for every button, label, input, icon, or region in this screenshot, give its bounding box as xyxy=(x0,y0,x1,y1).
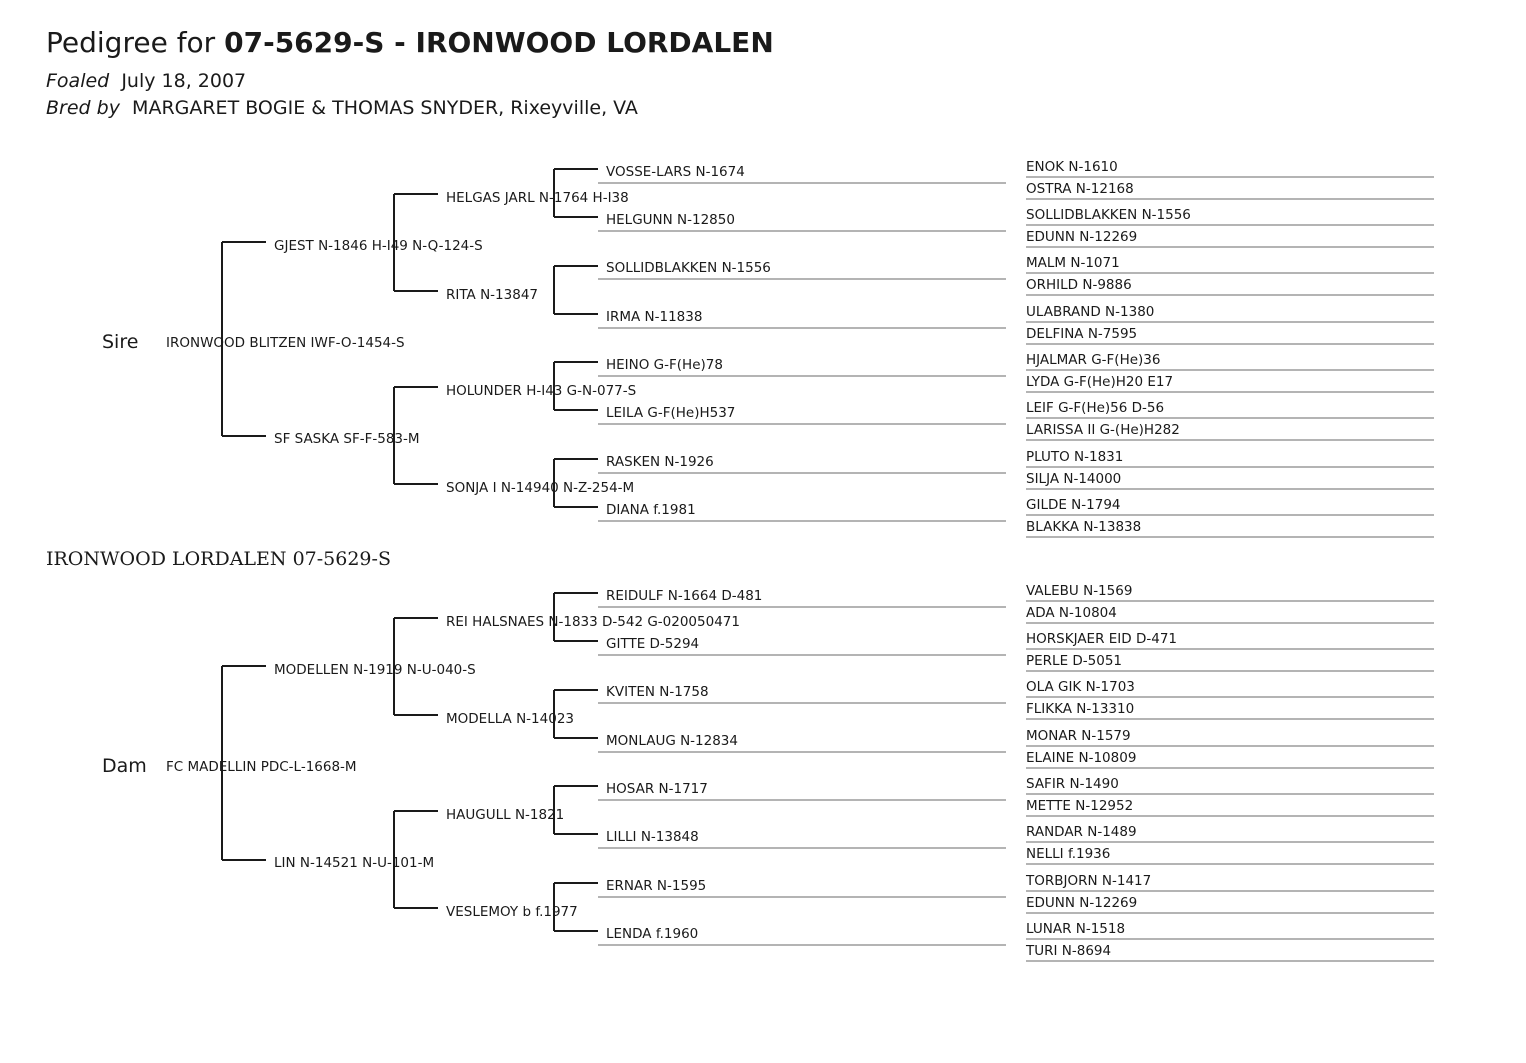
dam-gen5-2: HORSKJAER EID D-471 xyxy=(1026,631,1177,647)
sire-gen5-14: GILDE N-1794 xyxy=(1026,497,1121,513)
sire-gen4-3: IRMA N-11838 xyxy=(606,309,703,325)
sire-gen5-12: PLUTO N-1831 xyxy=(1026,449,1124,465)
dam-gen4-6: ERNAR N-1595 xyxy=(606,878,707,894)
sire-gen5-8: HJALMAR G-F(He)36 xyxy=(1026,352,1161,368)
sire-gen5-5: ORHILD N-9886 xyxy=(1026,277,1132,293)
dam-gen4-7: LENDA f.1960 xyxy=(606,926,699,942)
sire-gen3-3: SONJA I N-14940 N-Z-254-M xyxy=(446,480,635,496)
dam-gen5-4: OLA GIK N-1703 xyxy=(1026,679,1135,695)
dam-gen3-1: MODELLA N-14023 xyxy=(446,711,574,727)
sire-gen4-0: VOSSE-LARS N-1674 xyxy=(606,164,745,180)
sire-gen4-1: HELGUNN N-12850 xyxy=(606,212,735,228)
sire-gen4-6: RASKEN N-1926 xyxy=(606,454,714,470)
dam-gen3-3: VESLEMOY b f.1977 xyxy=(446,904,578,920)
dam-label: Dam xyxy=(102,755,147,777)
dam-gen5-5: FLIKKA N-13310 xyxy=(1026,701,1135,717)
sire-gen4-7: DIANA f.1981 xyxy=(606,502,696,518)
dam-gen4-0: REIDULF N-1664 D-481 xyxy=(606,588,763,604)
dam-gen2-1: LIN N-14521 N-U-101-M xyxy=(274,855,435,871)
sire-gen3-0: HELGAS JARL N-1764 H-I38 xyxy=(446,190,629,206)
bred-label: Bred by xyxy=(46,97,120,119)
dam-gen4-1: GITTE D-5294 xyxy=(606,636,700,652)
foaled-label: Foaled xyxy=(46,70,110,92)
sire-label: Sire xyxy=(102,331,139,353)
sire-gen5-3: EDUNN N-12269 xyxy=(1026,229,1138,245)
sire-gen5-10: LEIF G-F(He)56 D-56 xyxy=(1026,400,1165,416)
sire-gen5-4: MALM N-1071 xyxy=(1026,255,1120,271)
sire-gen5-0: ENOK N-1610 xyxy=(1026,159,1118,175)
sire-gen2-1: SF SASKA SF-F-583-M xyxy=(274,431,420,447)
sire-gen4-5: LEILA G-F(He)H537 xyxy=(606,405,736,421)
sire-gen5-1: OSTRA N-12168 xyxy=(1026,181,1134,197)
subject-horse: IRONWOOD LORDALEN 07-5629-S xyxy=(46,548,391,570)
title-prefix: Pedigree for xyxy=(46,26,216,59)
sire-gen5-11: LARISSA II G-(He)H282 xyxy=(1026,422,1180,438)
dam-gen5-0: VALEBU N-1569 xyxy=(1026,583,1133,599)
dam-name: FC MADELLIN PDC-L-1668-M xyxy=(166,759,357,775)
dam-gen5-14: LUNAR N-1518 xyxy=(1026,921,1126,937)
dam-gen4-5: LILLI N-13848 xyxy=(606,829,699,845)
dam-gen2-0: MODELLEN N-1919 N-U-040-S xyxy=(274,662,476,678)
dam-gen5-10: RANDAR N-1489 xyxy=(1026,824,1137,840)
dam-gen5-6: MONAR N-1579 xyxy=(1026,728,1131,744)
dam-gen5-13: EDUNN N-12269 xyxy=(1026,895,1138,911)
sire-gen3-2: HOLUNDER H-I43 G-N-077-S xyxy=(446,383,637,399)
dam-gen5-9: METTE N-12952 xyxy=(1026,798,1134,814)
sire-gen4-4: HEINO G-F(He)78 xyxy=(606,357,723,373)
foaled-value: July 18, 2007 xyxy=(121,70,247,92)
dam-gen5-8: SAFIR N-1490 xyxy=(1026,776,1119,792)
dam-gen5-3: PERLE D-5051 xyxy=(1026,653,1123,669)
sire-gen2-0: GJEST N-1846 H-I49 N-Q-124-S xyxy=(274,238,483,254)
sire-name: IRONWOOD BLITZEN IWF-O-1454-S xyxy=(166,335,405,351)
dam-gen5-7: ELAINE N-10809 xyxy=(1026,750,1137,766)
sire-gen5-2: SOLLIDBLAKKEN N-1556 xyxy=(1026,207,1191,223)
sire-gen3-1: RITA N-13847 xyxy=(446,287,539,303)
dam-gen4-4: HOSAR N-1717 xyxy=(606,781,708,797)
title-horse: 07-5629-S - IRONWOOD LORDALEN xyxy=(224,26,774,59)
bred-value: MARGARET BOGIE & THOMAS SNYDER, Rixeyville, VA xyxy=(132,97,638,119)
dam-gen4-3: MONLAUG N-12834 xyxy=(606,733,738,749)
sire-gen5-9: LYDA G-F(He)H20 E17 xyxy=(1026,374,1174,390)
dam-gen3-0: REI HALSNAES N-1833 D-542 G-020050471 xyxy=(446,614,740,630)
dam-gen5-15: TURI N-8694 xyxy=(1026,943,1112,959)
sire-gen5-7: DELFINA N-7595 xyxy=(1026,326,1138,342)
dam-gen5-1: ADA N-10804 xyxy=(1026,605,1117,621)
sire-gen4-2: SOLLIDBLAKKEN N-1556 xyxy=(606,260,771,276)
dam-gen3-2: HAUGULL N-1821 xyxy=(446,807,565,823)
dam-gen5-11: NELLI f.1936 xyxy=(1026,846,1111,862)
sire-gen5-6: ULABRAND N-1380 xyxy=(1026,304,1155,320)
sire-gen5-15: BLAKKA N-13838 xyxy=(1026,519,1142,535)
dam-gen5-12: TORBJORN N-1417 xyxy=(1026,873,1152,889)
dam-gen4-2: KVITEN N-1758 xyxy=(606,684,709,700)
sire-gen5-13: SILJA N-14000 xyxy=(1026,471,1122,487)
